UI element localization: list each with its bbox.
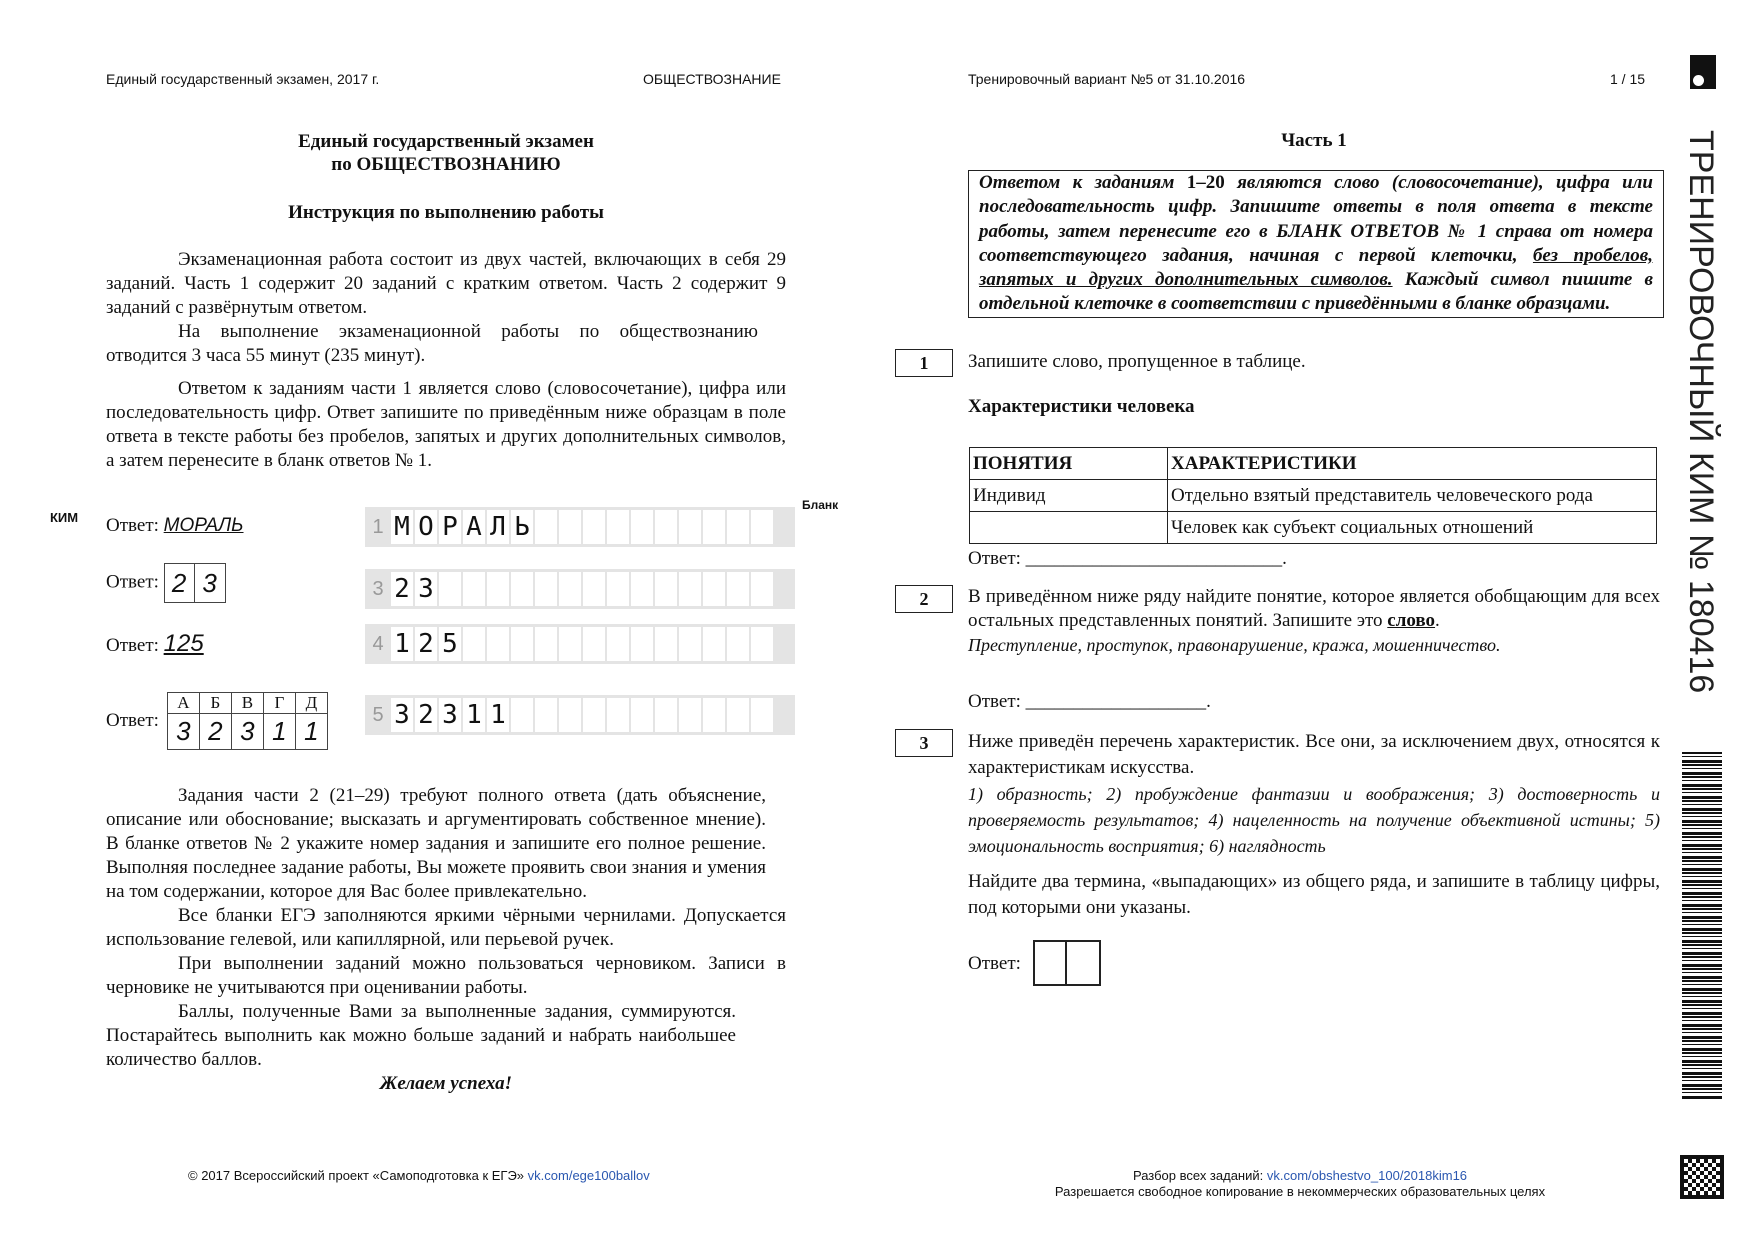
task-number-3: 3 [895,729,953,757]
grid-cell: 3 [391,698,413,732]
grid-cell [751,572,773,606]
letter-header: А [167,693,199,714]
answer-letter-table [167,692,328,750]
grid-cell [631,510,653,544]
paragraph: На выполнение экзаменационной работы по обществознанию отводится 3 часа 55 минут (235 минут). [106,321,758,366]
grid-cell: 5 [439,627,461,661]
grid-cell [655,698,677,732]
grid-cell: 3 [415,572,437,606]
grid-cell: Л [487,510,509,544]
answer-label: Ответ: [106,710,159,731]
blank-grid-4 [365,624,795,664]
table-title: Характеристики человека [968,396,1195,417]
answer-cell[interactable] [1035,942,1067,984]
grid-cell [703,627,725,661]
answer-label: Ответ: [106,635,159,656]
grid-task-number: 4 [372,633,384,655]
cell: Отдельно взятый представитель человеческого рода [1168,480,1657,512]
grid-cell [583,698,605,732]
grid-cell [559,698,581,732]
footer-copyright: Разрешается свободное копирование в некоммерческих образовательных целях [1054,1184,1546,1199]
grid-cell: 2 [415,627,437,661]
letter-value: 2 [199,714,231,750]
letter-header: Д [295,693,327,714]
grid-cell [727,627,749,661]
grid-cell [559,510,581,544]
box-text: являются слово (словосочетание), цифра или последовательность цифр. Запишите ответы в поля ответа в тексте работы, затем перенесите его в БЛАНК ОТВЕТОВ № 1 справа от номера соответствующего задания, начиная с первой клеточки, [979,172,1653,266]
handwritten-answer: МОРАЛЬ [163,515,244,536]
grid-cell [703,510,725,544]
grid-cell [511,572,533,606]
task-number-1: 1 [895,349,953,377]
paragraph: При выполнении заданий можно пользоваться черновиком. Записи в черновике не учитываются при оценивании работы. [106,953,786,998]
blank-grid-1 [365,507,795,547]
grid-cell [535,627,557,661]
box-text: Каждый символ пишите в отдельной клеточке в соответствии с приведёнными в бланке образцами. [979,269,1653,315]
grid-cell [679,627,701,661]
col-header: ПОНЯТИЯ [970,448,1168,480]
grid-cell [679,510,701,544]
grid-cell: А [463,510,485,544]
kim-label: КИМ [50,510,79,525]
footer-link[interactable]: vk.com/obshestvo_100/2018kim16 [1266,1168,1468,1183]
grid-cell [655,627,677,661]
grid-cell: 2 [415,698,437,732]
example-1 [106,515,244,537]
grid-cell [751,627,773,661]
letter-value: 3 [167,714,199,750]
grid-cell [703,572,725,606]
grid-cell [607,627,629,661]
grid-cell [751,510,773,544]
letter-header: Г [263,693,295,714]
task-1-text: Запишите слово, пропущенное в таблице. [968,351,1306,372]
instructions-box [968,170,1664,318]
box-cell: 2 [165,564,195,602]
logo-icon [1690,55,1716,89]
side-title: ТРЕНИРОВОЧНЫЙ КИМ № 180416 [1682,130,1720,694]
task-3-text: Ниже приведён перечень характеристик. Все они, за исключением двух, относятся к характеристикам искусства. [968,731,1660,778]
paragraph: Ответом к заданиям части 1 является слово (словосочетание), цифра или последовательность цифр. Ответ запишите по приведённым ниже образцам в поле ответа в тексте работы без пробелов, запятых и других дополнительных символов, а затем перенесите в бланк ответов № 1. [106,378,786,471]
grid-cell [727,572,749,606]
header-subject: ОБЩЕСТВОЗНАНИЕ [643,71,781,87]
letter-value: 3 [231,714,263,750]
letter-value: 1 [295,714,327,750]
example-3 [106,630,204,658]
answer-cell[interactable] [1067,942,1099,984]
title-line-2: по ОБЩЕСТВОЗНАНИЮ [331,154,561,175]
grid-cell [535,510,557,544]
grid-cell [559,627,581,661]
grid-cell [487,627,509,661]
grid-task-number: 3 [372,578,384,600]
task-3-answer-boxes [1033,940,1101,986]
grid-cell [631,698,653,732]
task-3-list: 1) образность; 2) пробуждение фантазии и воображения; 3) достоверность и проверяемость результатов; 4) нацеленность на получение объективной истины; 5) эмоциональность восприятия; 6) наглядность [968,784,1660,856]
grid-cell: М [391,510,413,544]
grid-cell: О [415,510,437,544]
grid-cell [679,698,701,732]
letter-header: В [231,693,263,714]
grid-task-number: 1 [372,516,384,538]
blank-grid-5 [365,695,795,735]
grid-cell [631,572,653,606]
grid-cell [631,627,653,661]
cell: Индивид [970,480,1168,512]
task-2-text: В приведённом ниже ряду найдите понятие, которое является обобщающим для всех остальных представленных понятий. Запишите это слово. [968,586,1660,631]
box-text: Ответом к заданиям [979,172,1187,193]
blank-grid-3 [365,569,795,609]
letter-value: 1 [263,714,295,750]
answer-label: Ответ: [106,515,159,536]
paragraph: Баллы, полученные Вами за выполненные задания, суммируются. Постарайтесь выполнить как можно больше заданий и набрать наибольшее количество баллов. [106,1001,736,1070]
grid-cell [607,510,629,544]
box-cell: 3 [202,568,217,598]
characteristics-table [969,447,1657,544]
task-2-list: Преступление, проступок, правонарушение, кража, мошенничество. [968,635,1501,655]
grid-cell [727,510,749,544]
footer-right: Разбор всех заданий: vk.com/obshestvo_100/2018kim16 Разрешается свободное копирование в некоммерческих образовательных целях [1020,1168,1580,1200]
grid-cell [535,698,557,732]
grid-cell [487,572,509,606]
page-number: 1 / 15 [1610,71,1646,87]
answer-label: Ответ: [106,571,159,593]
cell-missing[interactable] [970,512,1168,544]
title-line-1: Единый государственный экзамен [298,131,594,152]
grid-cell [511,698,533,732]
grid-cell: 2 [391,572,413,606]
grid-cell [535,572,557,606]
paragraph: Все бланки ЕГЭ заполняются яркими чёрными чернилами. Допускается использование гелевой, или капиллярной, или перьевой ручек. [106,905,786,950]
header-exam: Единый государственный экзамен, 2017 г. [106,71,380,87]
col-header: ХАРАКТЕРИСТИКИ [1168,448,1657,480]
grid-cell: 1 [463,698,485,732]
example-4 [106,692,328,750]
qr-code-icon [1680,1155,1724,1199]
grid-cell [607,698,629,732]
blank-label: Бланк [802,498,839,512]
task-2-answer[interactable]: Ответ: ___________________. [968,691,1211,712]
grid-cell [583,572,605,606]
grid-cell [655,572,677,606]
grid-cell: Ь [511,510,533,544]
part-title: Часть 1 [1281,130,1347,151]
grid-cell [703,698,725,732]
answer-boxes [164,563,226,603]
grid-cell [607,572,629,606]
box-text-underlined: без пробелов, запятых и других дополнительных символов. [979,244,1653,291]
grid-cell [751,698,773,732]
grid-cell [511,627,533,661]
wish: Желаем успеха! [379,1073,513,1094]
example-2 [106,563,226,603]
grid-cell [463,627,485,661]
grid-cell: 1 [487,698,509,732]
grid-cell [655,510,677,544]
task-1-answer[interactable]: Ответ: ___________________________. [968,548,1287,569]
footer-left: © 2017 Всероссийский проект «Самоподготовка к ЕГЭ» vk.com/ege100ballov [188,1168,650,1183]
grid-cell [463,572,485,606]
grid-cell [583,510,605,544]
footer-link[interactable]: vk.com/ege100ballov [527,1168,650,1183]
grid-cell: 1 [391,627,413,661]
grid-cell [439,572,461,606]
task-3-answer-label: Ответ: [968,953,1021,974]
grid-cell [583,627,605,661]
cell: Человек как субъект социальных отношений [1168,512,1657,544]
paragraph: Задания части 2 (21–29) требуют полного ответа (дать объяснение, описание или обоснование; высказать и аргументировать собственное мнение). В бланке ответов № 2 укажите номер задания и запишите его полное решение. Выполняя последнее задание работы, Вы можете проявить свои знания и умения на том содержании, которое для Вас более привлекательно. [106,785,766,902]
grid-task-number: 5 [372,704,384,726]
bold-word: слово [1387,610,1436,631]
grid-cell [559,572,581,606]
task-number-2: 2 [895,585,953,613]
grid-cell: Р [439,510,461,544]
grid-cell [727,698,749,732]
instruction-title: Инструкция по выполнению работы [288,202,604,223]
grid-cell: 3 [439,698,461,732]
handwritten-answer: 125 [163,630,204,657]
letter-header: Б [199,693,231,714]
box-text: 1–20 [1186,172,1225,193]
barcode-icon [1682,752,1722,1100]
header-variant: Тренировочный вариант №5 от 31.10.2016 [968,71,1246,87]
paragraph: Экзаменационная работа состоит из двух частей, включающих в себя 29 заданий. Часть 1 содержит 20 заданий с кратким ответом. Часть 2 содержит 9 заданий с развёрнутым ответом. [106,249,786,318]
grid-cell [679,572,701,606]
task-3-text-2: Найдите два термина, «выпадающих» из общего ряда, и запишите в таблицу цифры, под которыми они указаны. [968,871,1660,918]
